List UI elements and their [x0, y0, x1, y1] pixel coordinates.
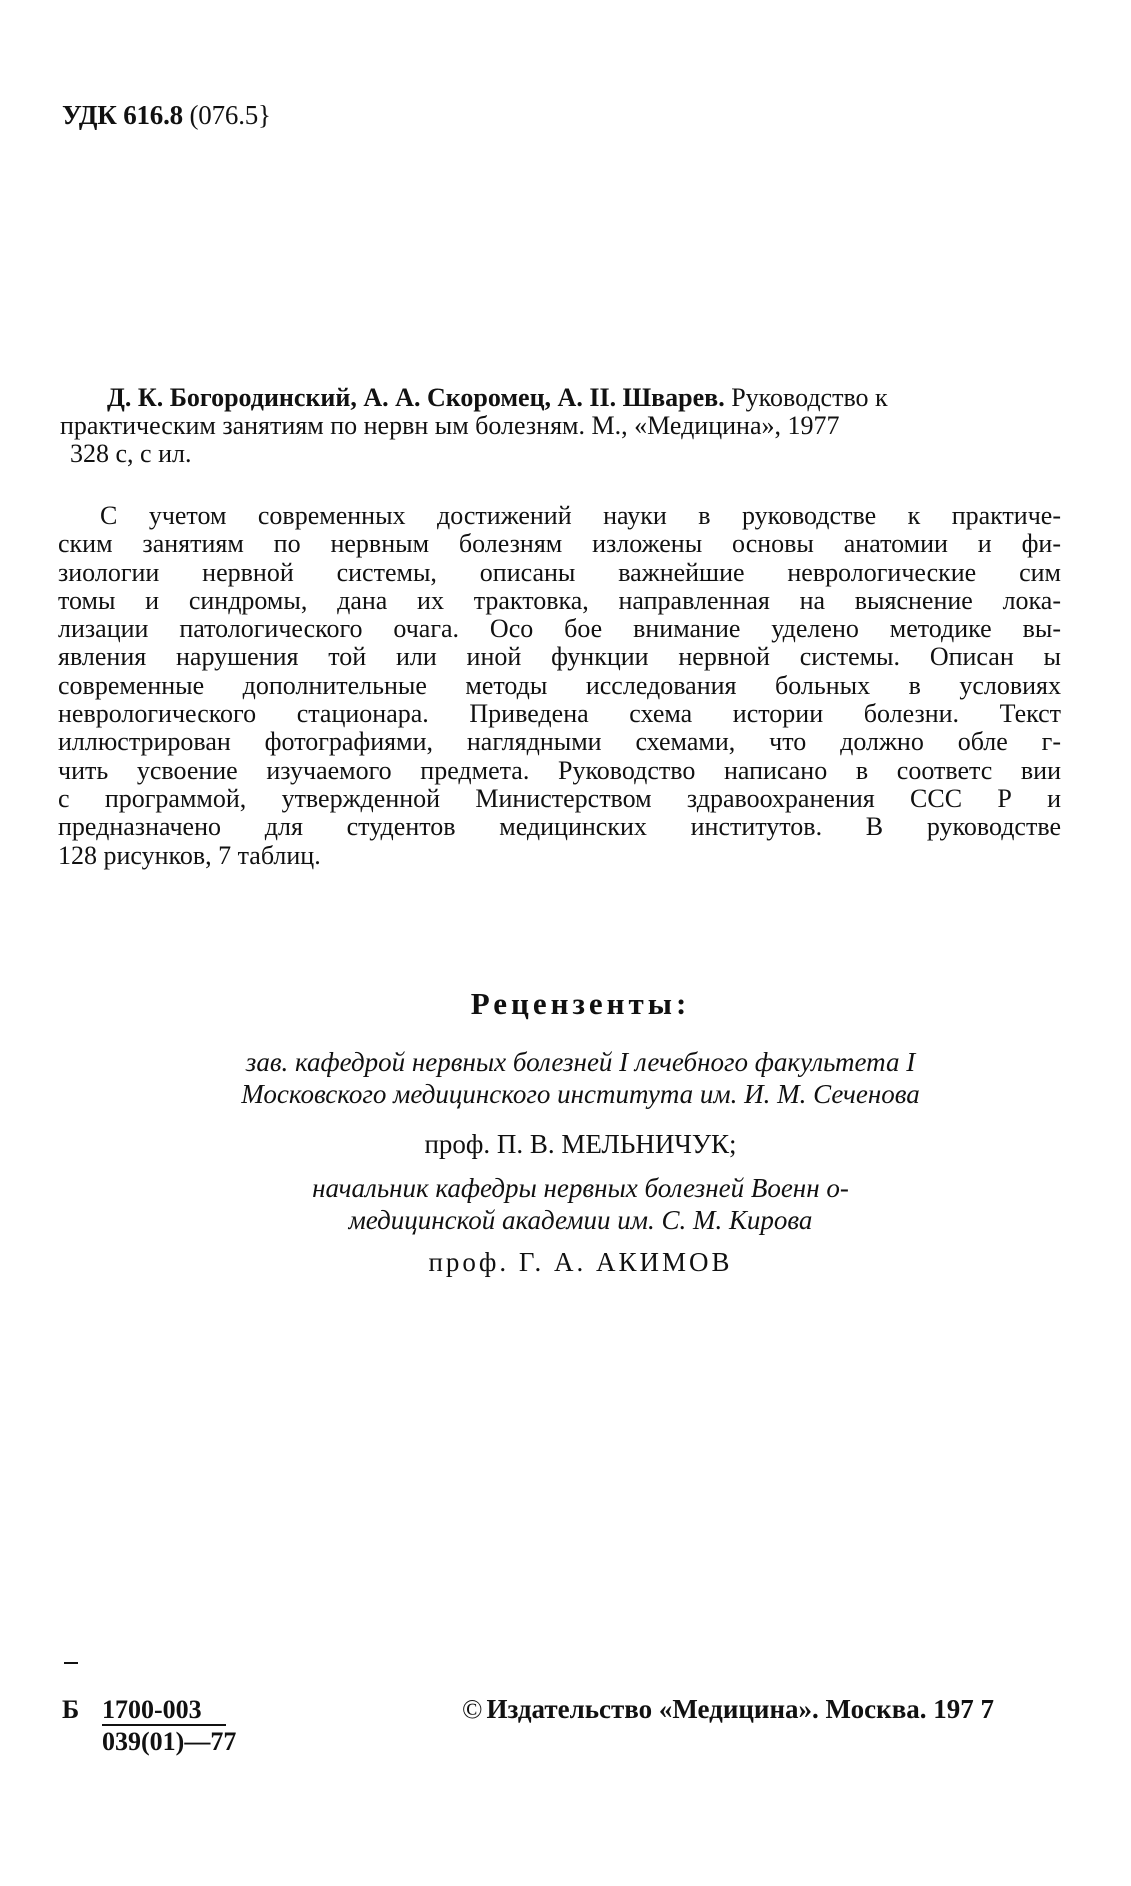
- reviewer-1-affiliation: [0, 1046, 1131, 1110]
- abstract-line: зиологии нервной системы, описаны важнейшие неврологические сим: [58, 557, 1061, 587]
- reviewer-1-affiliation-line-2: Московского медицинского института им. И. М. Сеченова: [241, 1079, 920, 1109]
- abstract-paragraph: [58, 502, 1061, 870]
- citation-line-3: 328 с, с ил.: [70, 439, 192, 468]
- citation-line-1: [60, 384, 1060, 412]
- citation-line-2: практическим занятиям по нервн ым болезням. М., «Медицина», 1977: [60, 411, 840, 440]
- udk-classification: [62, 100, 271, 131]
- catalog-letter: Б: [62, 1695, 80, 1724]
- dash-mark: [64, 1662, 78, 1664]
- abstract-line: ским занятиям по нервным болезням изложены основы анатомии и фи-: [58, 529, 1061, 559]
- abstract-line: современные дополнительные методы исследования больных в условиях: [58, 670, 1061, 700]
- copyright-icon: ©: [462, 1694, 483, 1724]
- reviewer-1-affiliation-line-1: зав. кафедрой нервных болезней I лечебного факультета I: [245, 1047, 916, 1077]
- reviewer-2-name: проф. Г. А. АКИМОВ: [428, 1247, 733, 1277]
- copyright-notice: [462, 1694, 994, 1725]
- citation-authors: Д. К. Богородинский, А. А. Скоромец, А. II. Шварев.: [107, 383, 725, 412]
- bibliographic-citation: [60, 384, 1060, 468]
- reviewer-2-affiliation-line-2: медицинской академии им. С. М. Кирова: [348, 1205, 813, 1235]
- reviewers-heading: Рецензенты:: [470, 986, 691, 1021]
- udk-label: УДК 616.8: [62, 100, 183, 130]
- abstract-line: чить усвоение изучаемого предмета. Руководство написано в соответс вии: [58, 755, 1061, 785]
- catalog-code: [62, 1694, 236, 1758]
- abstract-line: 128 рисунков, 7 таблиц.: [58, 840, 321, 870]
- abstract-line: лизации патологического очага. Осо бое внимание уделено методике вы-: [58, 614, 1061, 644]
- reviewer-2-affiliation: [0, 1172, 1131, 1236]
- abstract-line: неврологического стационара. Приведена схема истории болезни. Текст: [58, 699, 1061, 729]
- abstract-line: явления нарушения той или иной функции нервной системы. Описан ы: [58, 642, 1061, 672]
- citation-title-start: Руководство к: [724, 383, 888, 412]
- abstract-line: иллюстрирован фотографиями, наглядными схемами, что должно обле г-: [58, 727, 1061, 757]
- catalog-code-bottom: 039(01)—77: [102, 1727, 237, 1756]
- abstract-line: с программой, утвержденной Министерством здравоохранения ССС Р и: [58, 783, 1061, 813]
- reviewer-1-name: проф. П. В. МЕЛЬНИЧУК;: [424, 1129, 737, 1159]
- catalog-code-top: 1700-003: [102, 1696, 226, 1726]
- abstract-line: предназначено для студентов медицинских институтов. В руководстве: [58, 812, 1061, 842]
- catalog-code-row-1: [62, 1694, 236, 1726]
- reviewer-2-affiliation-line-1: начальник кафедры нервных болезней Военн о-: [312, 1173, 849, 1203]
- abstract-line: С учетом современных достижений науки в руководстве к практиче-: [100, 501, 1061, 530]
- abstract-line: томы и синдромы, дана их трактовка, направленная на выяснение лока-: [58, 585, 1061, 615]
- udk-index: (076.5}: [182, 100, 271, 130]
- copyright-text: Издательство «Медицина». Москва. 197 7: [486, 1694, 995, 1724]
